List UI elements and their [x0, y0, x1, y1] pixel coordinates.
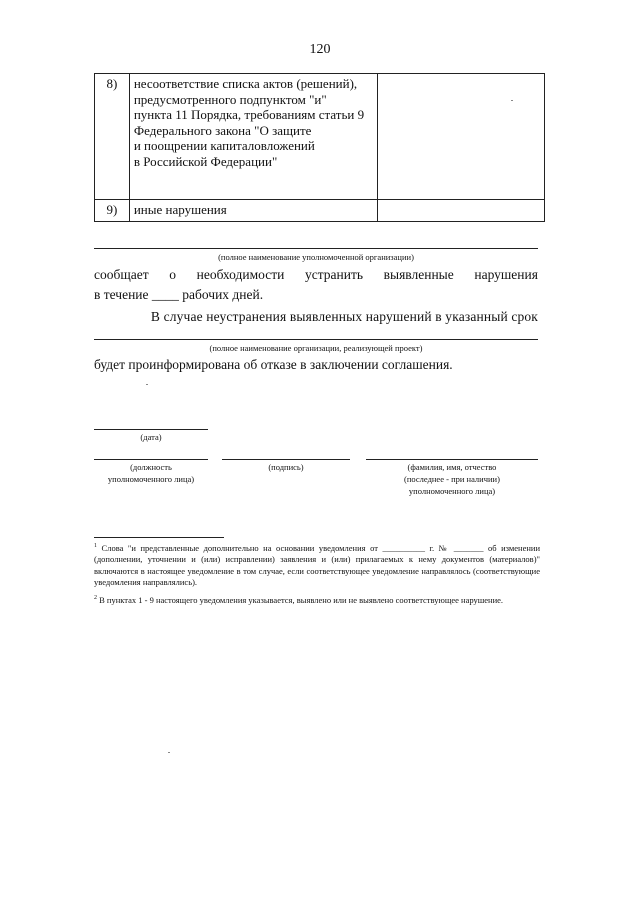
row-description-line: в Российской Федерации" — [133, 153, 278, 169]
footnote-mark: 1 — [94, 543, 97, 549]
scan-speck — [511, 100, 513, 101]
paragraph-1-line-2: в течение ____ рабочих дней. — [94, 287, 264, 302]
footnote-text: Слова "и представленные дополнительно на основании уведомления от __________ г. № _______ об изменении (дополнении, уточнении и (или) исправлении) заявления и (или) прилагаемых к нему документов (материалов)" включаются в настоящее уведомление в том случае, если соответствующее уведомление направлялось (соответствующие уведомления направлялись). — [94, 542, 540, 588]
paragraph-1-line-1 — [94, 266, 538, 284]
row-description-line: и поощрении капиталовложений — [133, 138, 315, 153]
date-line — [94, 429, 208, 430]
row-description-line: Федерального закона "О защите — [133, 122, 312, 138]
org-name-caption: (полное наименование уполномоченной организации) — [218, 252, 414, 262]
scan-speck — [168, 752, 170, 753]
row-description-line: несоответствие списка актов (решений), — [133, 76, 358, 91]
paragraph-2-line-1: В случае неустранения выявленных нарушений в указанный срок — [150, 309, 538, 324]
org-name-line — [94, 248, 538, 249]
project-org-caption: (полное наименование организации, реализующей проект) — [209, 343, 423, 353]
scan-speck — [146, 384, 148, 385]
footnote-1 — [94, 541, 540, 589]
row-description — [129, 74, 377, 200]
row-number: 9) — [95, 200, 130, 222]
position-line — [94, 459, 208, 460]
footnote-text: В пунктах 1 - 9 настоящего уведомления указывается, выявлено или не выявлено соответствующее нарушение. — [99, 594, 504, 605]
name-line — [366, 459, 538, 460]
table-row — [95, 74, 545, 200]
row-description-line: пункта 11 Порядка, требованиям статьи 9 — [133, 107, 365, 122]
name-caption-line: (последнее - при наличии) — [404, 474, 500, 484]
row-result-cell — [377, 200, 544, 222]
name-caption-line: уполномоченного лица) — [408, 486, 496, 496]
name-caption — [366, 461, 538, 497]
paragraph-word: нарушения — [474, 267, 538, 282]
violations-table — [94, 73, 545, 222]
position-caption-line: уполномоченного лица) — [107, 474, 195, 484]
position-caption — [90, 461, 212, 485]
row-description-line: предусмотренного подпунктом "и" — [133, 91, 327, 107]
date-caption: (дата) — [140, 432, 162, 442]
footnote-mark: 2 — [94, 595, 97, 601]
position-caption-line: (должность — [130, 462, 172, 472]
row-description — [129, 200, 377, 222]
paragraph-2-line-2: будет проинформирована об отказе в заключении соглашения. — [94, 357, 453, 372]
paragraph-word: о — [169, 267, 176, 282]
project-org-line — [94, 339, 538, 340]
page-number: 120 — [309, 42, 331, 57]
paragraph-word: необходимости — [196, 267, 285, 282]
signature-line — [222, 459, 350, 460]
paragraph-word: сообщает — [94, 267, 149, 282]
table-row — [95, 200, 545, 222]
row-result-cell — [377, 74, 544, 200]
footnote-2 — [94, 593, 540, 606]
row-description-line: иные нарушения — [133, 202, 227, 217]
row-number: 8) — [95, 74, 130, 200]
name-caption-line: (фамилия, имя, отчество — [407, 462, 497, 472]
paragraph-word: выявленные — [383, 267, 454, 282]
paragraph-word: устранить — [304, 267, 364, 282]
signature-caption: (подпись) — [268, 462, 304, 472]
footnote-separator — [94, 537, 224, 538]
